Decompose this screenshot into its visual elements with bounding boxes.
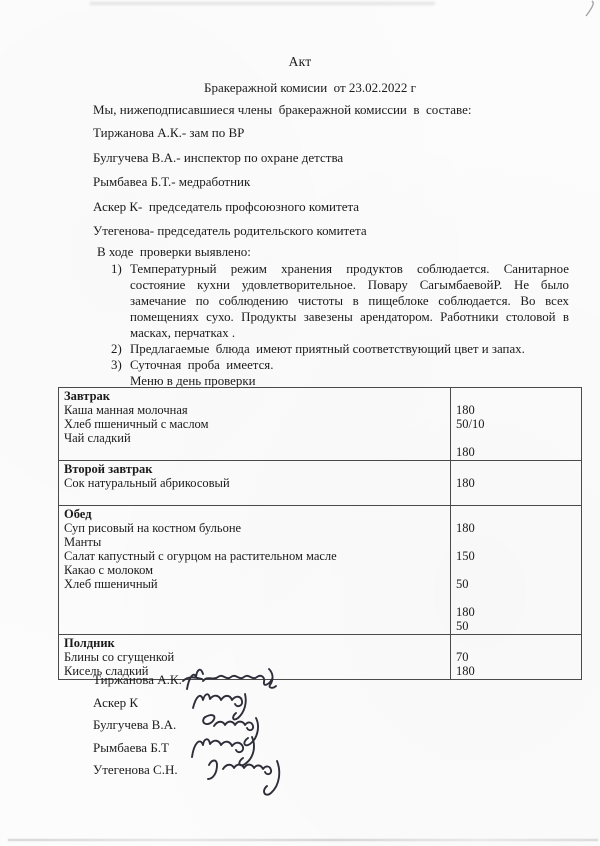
menu-section-title: Завтрак <box>64 389 110 403</box>
dish-line: Салат капустный с огурцом на растительном масле <box>64 549 337 563</box>
portion-line: 50/10 <box>456 417 485 431</box>
portion-line <box>456 389 577 403</box>
finding-item <box>111 261 569 341</box>
findings-list <box>111 261 569 389</box>
menu-table <box>58 387 582 680</box>
menu-section-row <box>59 461 582 506</box>
portion-line <box>456 591 577 605</box>
signatory-name: Рымбаева Б.Т <box>93 739 169 755</box>
portion-line <box>456 490 577 504</box>
menu-table-body <box>59 388 582 680</box>
finding-item <box>111 341 569 357</box>
finding-number: 1) <box>111 262 122 276</box>
signature-row <box>93 740 513 763</box>
dish-line: Кисель сладкий <box>64 664 149 678</box>
portion-line: 50 <box>456 577 469 591</box>
finding-text: Температурный режим хранения продуктов соблюдается. Санитарное состояние кухни удовлетворительное. Повару СагымбаевойР. Не было замечание по соблюдению чистоты в пищеблоке соблюдается. Во всех помещениях сухо. Продукты завезены арендатором. Работники столовой в масках, перчатках . <box>130 262 569 340</box>
dish-line <box>64 605 446 619</box>
signature-row <box>93 672 513 695</box>
portion-line: 180 <box>456 476 475 490</box>
portion-line: 180 <box>456 605 475 619</box>
finding-text: Суточная проба имеется. <box>130 358 274 372</box>
member-line: Булгучева В.А.- инспектор по охране детства <box>93 149 344 165</box>
signatory-name: Аскер К <box>93 694 139 710</box>
handwritten-signature <box>203 755 295 801</box>
finding-number: 3) <box>111 358 122 372</box>
member-line: Утегенова- председатель родительского комитета <box>93 223 367 238</box>
dish-line <box>64 591 446 605</box>
portion-line: 180 <box>456 521 475 535</box>
finding-number: 2) <box>111 342 122 356</box>
portion-line <box>456 535 577 549</box>
findings-heading: В ходе проверки выявлено: <box>97 244 251 259</box>
menu-section-title: Второй завтрак <box>64 462 153 476</box>
menu-dishes-cell <box>59 461 451 506</box>
portion-line: 180 <box>456 403 475 417</box>
dish-line: Какао с молоком <box>64 563 154 577</box>
scan-artifact-top <box>90 2 435 5</box>
member-line: Аскер К- председатель профсоюзного комитета <box>93 198 360 214</box>
menu-section-row <box>59 388 582 461</box>
dish-line: Блины со сгущенкой <box>64 650 175 664</box>
portion-line: 70 <box>456 650 469 664</box>
signature-row <box>93 717 513 740</box>
dish-line: Манты <box>64 535 102 549</box>
portion-line <box>456 507 577 521</box>
dish-line <box>64 445 446 459</box>
menu-portions-cell <box>451 506 582 635</box>
menu-portions-cell <box>451 388 582 461</box>
finding-item <box>111 357 569 373</box>
signature-row <box>93 695 513 718</box>
portion-line: 150 <box>456 549 475 563</box>
dish-line: Сок натуральный абрикосовый <box>64 476 230 490</box>
menu-portions-cell <box>451 461 582 506</box>
signatory-name: Тиржанова А.К. <box>93 672 182 687</box>
menu-dishes-cell <box>59 388 451 461</box>
scan-artifact-corner <box>582 0 598 18</box>
signatory-name: Утегенова С.Н. <box>93 762 178 778</box>
portion-line: 180 <box>456 445 475 459</box>
portion-line: 180 <box>456 664 475 678</box>
portion-line <box>456 431 577 445</box>
portion-line: 50 <box>456 619 469 633</box>
signature-row <box>93 762 513 785</box>
menu-dishes-cell <box>59 506 451 635</box>
portion-line <box>456 636 577 650</box>
intro-line: Мы, нижеподписавшиеся члены бракеражной комиссии в составе: <box>93 102 472 117</box>
scan-artifact-bottom <box>8 839 598 841</box>
member-line: Рымбавеа Б.Т.- медработник <box>93 174 251 189</box>
document-subtitle: Бракеражной комисии от 23.02.2022 г <box>203 80 417 95</box>
member-line: Тиржанова А.К.- зам по ВР <box>93 125 245 140</box>
menu-heading: Меню в день проверки <box>130 374 256 388</box>
dish-line: Хлеб пшеничный с маслом <box>64 417 209 431</box>
menu-section-title: Обед <box>64 507 92 521</box>
members-list <box>93 126 573 249</box>
dish-line: Хлеб пшеничный <box>64 577 158 591</box>
document-title: Акт <box>288 54 312 69</box>
menu-section-title: Полдник <box>64 636 115 650</box>
dish-line <box>64 490 446 504</box>
portion-line <box>456 462 577 476</box>
signatures-block <box>93 672 513 785</box>
dish-line: Чай сладкий <box>64 431 131 445</box>
finding-text: Предлагаемые блюда имеют приятный соответствующий цвет и запах. <box>130 342 525 356</box>
signatory-name: Булгучева В.А. <box>93 717 177 733</box>
dish-line: Суп рисовый на костном бульоне <box>64 521 242 535</box>
menu-section-row <box>59 506 582 635</box>
portion-line <box>456 563 577 577</box>
dish-line <box>64 619 446 633</box>
dish-line: Каша манная молочная <box>64 403 188 417</box>
